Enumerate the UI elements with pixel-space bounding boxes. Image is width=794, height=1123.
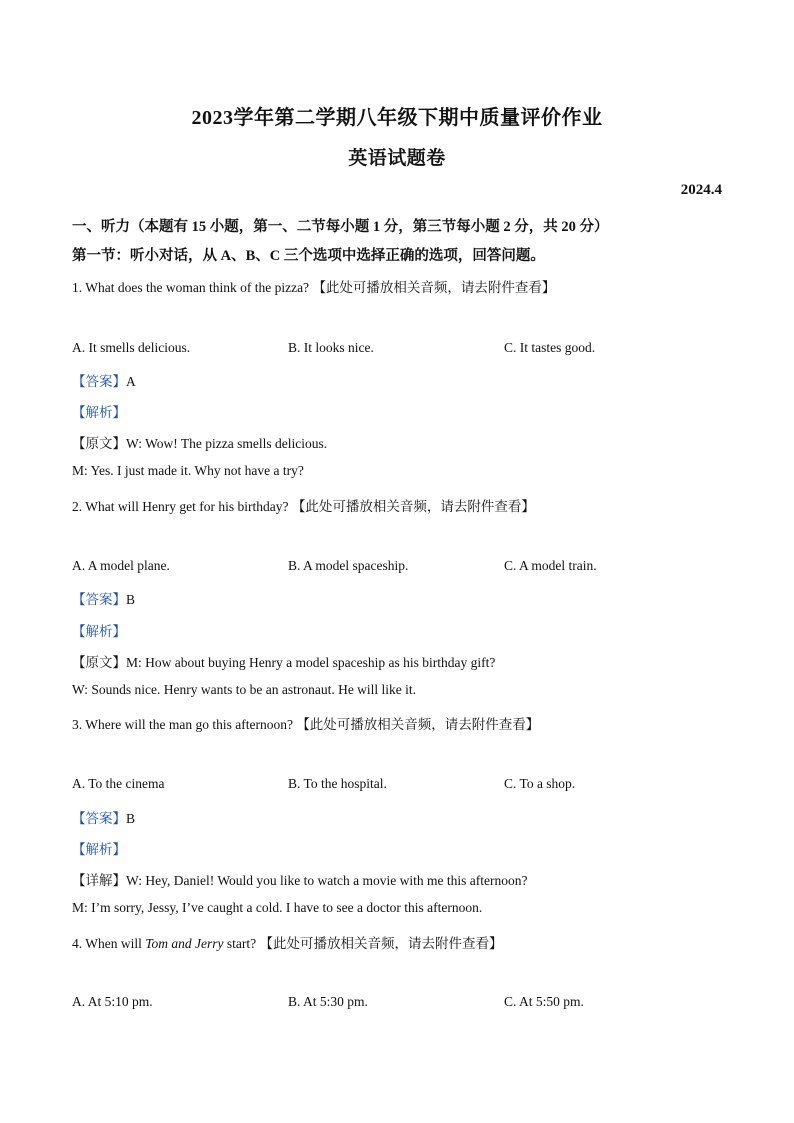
question-3-option-a: A. To the cinema — [72, 776, 165, 791]
question-4-stem — [72, 932, 503, 952]
question-2-answer — [72, 588, 135, 608]
question-stem-text: 3. Where will the man go this afternoon? — [72, 717, 293, 732]
question-1-option-b: B. It looks nice. — [288, 340, 374, 355]
question-stem-suffix: start? — [226, 936, 257, 951]
question-3-option-c: C. To a shop. — [504, 776, 576, 791]
answer-value: A — [126, 374, 136, 389]
question-1-stem — [72, 276, 555, 296]
document-subtitle: 英语试题卷 — [348, 148, 446, 169]
answer-value: B — [126, 592, 136, 607]
question-1-transcript-2: M: Yes. I just made it. Why not have a try? — [72, 463, 304, 478]
question-1-transcript-1 — [72, 432, 327, 452]
question-3-stem — [72, 713, 539, 733]
question-3-analysis-label: 【解析】 — [72, 842, 126, 857]
audio-note: 【此处可播放相关音频，请去附件查看】 — [259, 936, 503, 951]
question-4-option-c: C. At 5:50 pm. — [504, 994, 584, 1009]
question-2-option-a: A. A model plane. — [72, 558, 170, 573]
question-stem-prefix: 4. When will — [72, 936, 142, 951]
question-1-answer — [72, 370, 136, 390]
detail-label: 【详解】 — [72, 873, 126, 888]
question-2-analysis-label: 【解析】 — [72, 624, 126, 639]
question-4-option-a: A. At 5:10 pm. — [72, 994, 153, 1009]
question-3-answer — [72, 807, 135, 827]
transcript-text: W: Hey, Daniel! Would you like to watch a movie with me this afternoon? — [126, 873, 528, 888]
question-1-analysis-label: 【解析】 — [72, 405, 126, 420]
answer-value: B — [126, 811, 136, 826]
question-1-option-a: A. It smells delicious. — [72, 340, 191, 355]
answer-label: 【答案】 — [72, 592, 126, 607]
audio-note: 【此处可播放相关音频，请去附件查看】 — [291, 499, 535, 514]
question-2-stem — [72, 495, 535, 515]
transcript-text: M: How about buying Henry a model spaceship as his birthday gift? — [126, 655, 496, 670]
part-instruction: 第一节：听小对话，从 A、B、C 三个选项中选择正确的选项，回答问题。 — [72, 248, 545, 264]
question-2-option-c: C. A model train. — [504, 558, 597, 573]
question-3-option-b: B. To the hospital. — [288, 776, 387, 791]
question-3-transcript-1 — [72, 869, 527, 889]
document-title: 2023学年第二学期八年级下期中质量评价作业 — [191, 107, 603, 129]
answer-label: 【答案】 — [72, 374, 126, 389]
audio-note: 【此处可播放相关音频，请去附件查看】 — [296, 717, 540, 732]
question-3-transcript-2: M: I’m sorry, Jessy, I’ve caught a cold. I have to see a doctor this afternoon. — [72, 900, 483, 915]
question-stem-text: 2. What will Henry get for his birthday? — [72, 499, 289, 514]
question-2-option-b: B. A model spaceship. — [288, 558, 409, 573]
question-1-option-c: C. It tastes good. — [504, 340, 596, 355]
section-heading: 一、听力（本题有 15 小题，第一、二节每小题 1 分，第三节每小题 2 分，共 20 分） — [72, 219, 609, 235]
question-2-transcript-2: W: Sounds nice. Henry wants to be an astronaut. He will like it. — [72, 682, 417, 697]
question-4-option-b: B. At 5:30 pm. — [288, 994, 368, 1009]
transcript-text: W: Wow! The pizza smells delicious. — [126, 436, 328, 451]
answer-label: 【答案】 — [72, 811, 126, 826]
original-label: 【原文】 — [72, 436, 126, 451]
original-label: 【原文】 — [72, 655, 126, 670]
question-stem-title: Tom and Jerry — [145, 936, 224, 951]
question-stem-text: 1. What does the woman think of the pizza? — [72, 280, 310, 295]
document-date: 2024.4 — [680, 182, 722, 198]
audio-note: 【此处可播放相关音频，请去附件查看】 — [312, 280, 556, 295]
question-2-transcript-1 — [72, 651, 495, 671]
